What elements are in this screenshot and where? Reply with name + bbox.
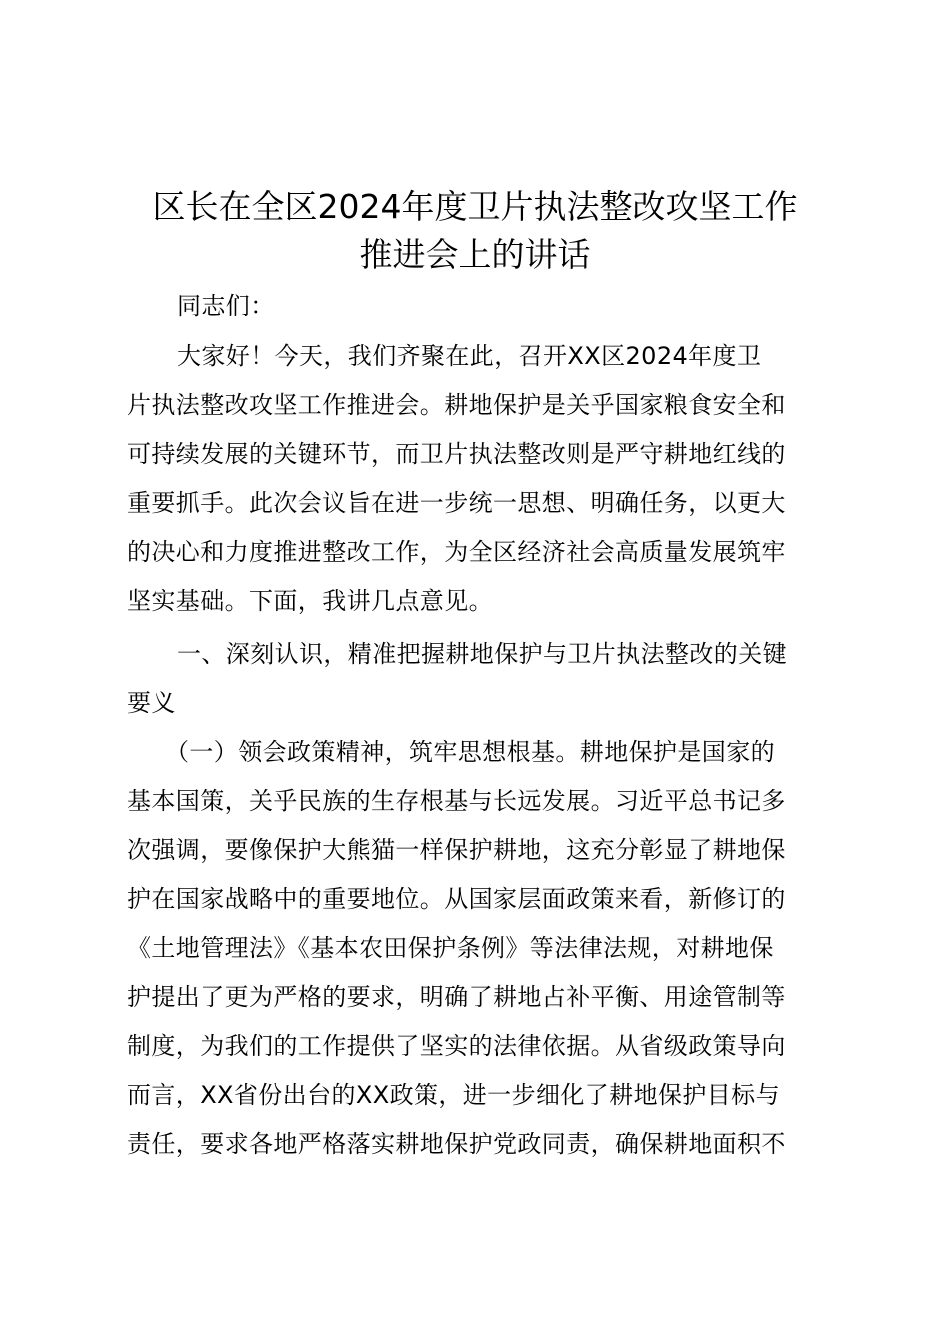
- section-heading-line: 一、深刻认识，精准把握耕地保护与卫片执法整改的关键: [177, 640, 787, 668]
- document-title-line-2: 推进会上的讲话: [359, 235, 591, 274]
- paragraph-line: 大家好！今天，我们齐聚在此，召开XX区2024年度卫: [177, 342, 762, 370]
- paragraph-line: 制度，为我们的工作提供了坚实的法律依据。从省级政策导向: [127, 1032, 786, 1060]
- paragraph-line: 次强调，要像保护大熊猫一样保护耕地，这充分彰显了耕地保: [127, 836, 786, 864]
- paragraph-line: 护提出了更为严格的要求，明确了耕地占补平衡、用途管制等: [127, 983, 786, 1011]
- document-title-line-1: 区长在全区2024年度卫片执法整改攻坚工作: [152, 187, 798, 226]
- paragraph-line: 坚实基础。下面，我讲几点意见。: [127, 587, 493, 615]
- paragraph-line: 基本国策，关乎民族的生存根基与长远发展。习近平总书记多: [127, 787, 786, 815]
- section-heading-line: 要义: [127, 689, 176, 717]
- paragraph-line: 护在国家战略中的重要地位。从国家层面政策来看，新修订的: [127, 885, 786, 913]
- paragraph-line: 可持续发展的关键环节，而卫片执法整改则是严守耕地红线的: [127, 440, 786, 468]
- paragraph-line: 而言，XX省份出台的XX政策，进一步细化了耕地保护目标与: [127, 1081, 780, 1109]
- paragraph-line: 责任，要求各地严格落实耕地保护党政同责，确保耕地面积不: [127, 1130, 786, 1158]
- paragraph-line: （一）领会政策精神，筑牢思想根基。耕地保护是国家的: [165, 738, 775, 766]
- paragraph-line: 重要抓手。此次会议旨在进一步统一思想、明确任务，以更大: [127, 489, 786, 517]
- salutation: 同志们：: [177, 292, 275, 320]
- paragraph-line: 的决心和力度推进整改工作，为全区经济社会高质量发展筑牢: [127, 538, 786, 566]
- paragraph-line: 《土地管理法》《基本农田保护条例》等法律法规，对耕地保: [127, 934, 774, 962]
- paragraph-line: 片执法整改攻坚工作推进会。耕地保护是关乎国家粮食安全和: [127, 391, 786, 419]
